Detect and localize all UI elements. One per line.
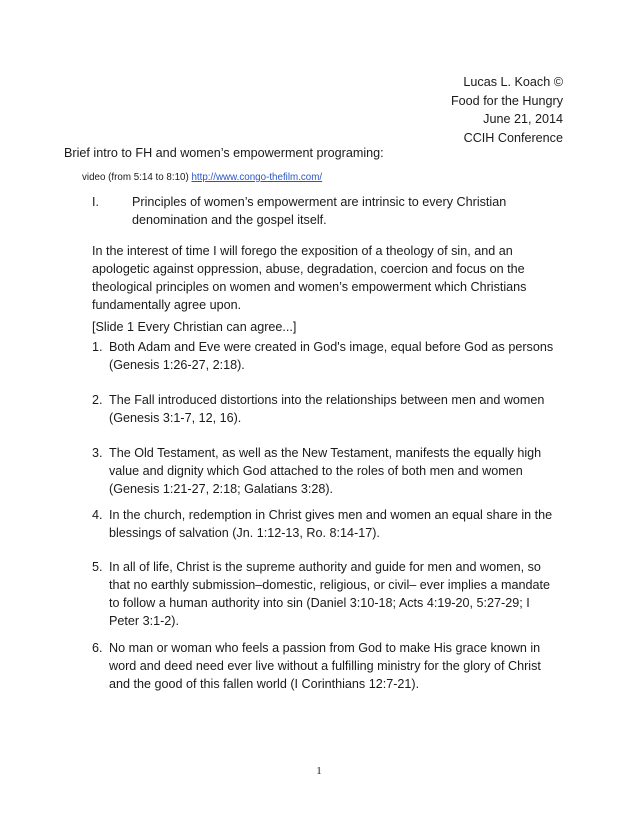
list-item-number: 5. [92,560,103,574]
list-item-text: The Fall introduced distortions into the relationships between men and women (Genesis 3:1-7, 12, 16). [109,393,545,425]
list-item [92,639,562,693]
header-block [451,73,563,147]
conference-line: CCIH Conference [463,130,563,145]
list-item-number: 2. [92,393,103,407]
list-item-text: No man or woman who feels a passion from God to make His grace known in word and deed need ever live without a fulfilling ministry for the glory of Christ and the good of this fallen world (I Corinthians 12:7-21). [109,641,541,691]
date-line: June 21, 2014 [483,112,563,126]
intro-heading: Brief intro to FH and women’s empowerment programing: [64,146,384,160]
section-heading [92,193,562,229]
list-item-text: The Old Testament, as well as the New Testament, manifests the equally high value and dignity which God attached to the roles of both men and women (Genesis 1:21-27, 2:18; Galatians 3:28). [109,446,542,496]
list-item [92,506,562,542]
list-item [92,391,562,427]
list-item [92,558,562,630]
author-line: Lucas L. Koach © [463,75,563,89]
list-item [92,444,562,498]
video-link[interactable]: http://www.congo-thefilm.com/ [191,172,323,183]
list-item-text: Both Adam and Eve were created in God's image, equal before God as persons (Genesis 1:26-27, 2:18). [109,340,554,372]
section-number: I. [92,195,99,209]
page-number: 1 [316,765,322,777]
list-item [92,338,562,374]
list-item-text: In the church, redemption in Christ gives men and women an equal share in the blessings of salvation (Jn. 1:12-13, Ro. 8:14-17). [109,508,553,540]
organization-line: Food for the Hungry [450,93,563,108]
video-line [82,171,322,185]
list-item-number: 4. [92,508,103,522]
list-item-number: 6. [92,641,103,655]
list-item-number: 3. [92,446,103,460]
section-text: Principles of women’s empowerment are intrinsic to every Christian denomination and the gospel itself. [132,195,507,227]
video-prefix: video (from 5:14 to 8:10) [82,172,192,183]
list-item-text: In all of life, Christ is the supreme authority and guide for men and women, so that no earthly submission–domestic, religious, or civil– ever implies a mandate to follow a human authority into sin (Daniel 3:10-18; Acts 4:19-20, 5:27-29; I Peter 3:1-2). [109,560,550,628]
slide-note: [Slide 1 Every Christian can agree...] [92,320,297,334]
list-item-number: 1. [92,340,103,354]
body-paragraph: In the interest of time I will forego the exposition of a theology of sin, and an apologetic against oppression, abuse, degradation, coercion and focus on the theological principles on women and women’s empowerment which Christians fundamentally agree upon. [92,244,527,312]
